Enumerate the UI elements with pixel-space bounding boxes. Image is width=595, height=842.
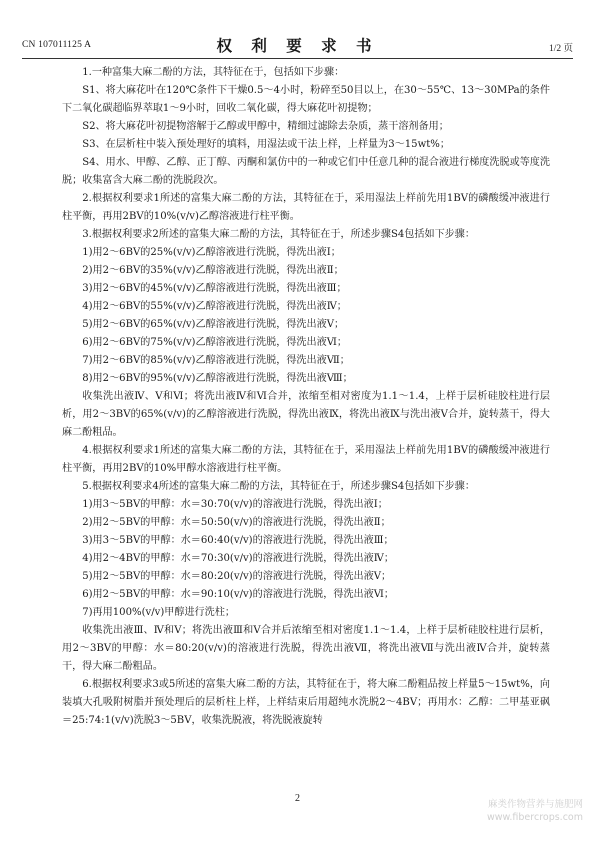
watermark-url: www.fibercrops.com bbox=[486, 812, 583, 823]
claim-step: 4)用2～4BV的甲醇：水＝70:30(v/v)的溶液进行洗脱，得洗出液Ⅳ； bbox=[82, 553, 394, 564]
claim-step: 2)用2～6BV的35%(v/v)乙醇溶液进行洗脱，得洗出液Ⅱ； bbox=[82, 265, 344, 276]
claim-paragraph: S3、在层析柱中装入预处理好的填料，用湿法或干法上样，上样量为3～15wt%； bbox=[82, 139, 450, 150]
claim-step: 1)用2～6BV的25%(v/v)乙醇溶液进行洗脱，得洗出液Ⅰ； bbox=[82, 247, 341, 258]
watermark-site-name: 麻类作物营养与施肥网 bbox=[487, 799, 583, 810]
claim-paragraph: 收集洗出液Ⅳ、Ⅴ和Ⅵ；将洗出液Ⅳ和Ⅵ合并，浓缩至相对密度为1.1～1.4，上样于层析硅胶柱进行层析，用2～3BV的65%(v/v)的乙醇溶液进行洗脱，得洗出液Ⅸ，将洗出液Ⅸ与洗出液Ⅴ合并，旋转蒸干，得大麻二酚粗品。 bbox=[62, 391, 550, 438]
claim-paragraph: 5.根据权利要求4所述的富集大麻二酚的方法，其特征在于，所述步骤S4包括如下步骤： bbox=[82, 481, 475, 492]
claim-step: 5)用2～6BV的65%(v/v)乙醇溶液进行洗脱，得洗出液Ⅴ； bbox=[82, 319, 345, 330]
claim-step: 7)用2～6BV的85%(v/v)乙醇溶液进行洗脱，得洗出液Ⅶ； bbox=[82, 355, 350, 366]
claim-paragraph: S1、将大麻花叶在120℃条件下干燥0.5～4小时，粉碎至50目以上，在30～55℃、13～30MPa的条件下二氧化碳超临界萃取1～9小时，回收二氧化碳，得大麻花叶初提物； bbox=[62, 85, 550, 114]
claim-paragraph: 1.一种富集大麻二酚的方法，其特征在于，包括如下步骤： bbox=[82, 67, 345, 78]
claim-step: 3)用3～5BV的甲醇：水＝60:40(v/v)的溶液进行洗脱，得洗出液Ⅲ； bbox=[82, 535, 394, 546]
claim-step: 3)用2～6BV的45%(v/v)乙醇溶液进行洗脱，得洗出液Ⅲ； bbox=[82, 283, 347, 294]
claim-paragraph: S2、将大麻花叶初提物溶解于乙醇或甲醇中，精细过滤除去杂质，蒸干溶剂备用； bbox=[82, 121, 449, 132]
claim-step: 1)用3～5BV的甲醇：水＝30:70(v/v)的溶液进行洗脱，得洗出液Ⅰ； bbox=[82, 499, 388, 510]
page-header bbox=[22, 34, 573, 56]
claim-step: 4)用2～6BV的55%(v/v)乙醇溶液进行洗脱，得洗出液Ⅳ； bbox=[82, 301, 347, 312]
claim-step: 5)用2～5BV的甲醇：水＝80:20(v/v)的溶液进行洗脱，得洗出液Ⅴ； bbox=[82, 571, 392, 582]
document-title: 权 利 要 求 书 bbox=[216, 36, 379, 55]
header-divider bbox=[22, 58, 573, 59]
page-number: 2 bbox=[295, 793, 300, 804]
claim-step: 7)再用100%(v/v)甲醇进行洗柱； bbox=[82, 607, 235, 618]
page-info: 1/2 页 bbox=[548, 44, 573, 54]
claim-paragraph: S4、用水、甲醇、乙醇、正丁醇、丙酮和氯仿中的一种或它们中任意几种的混合液进行梯度洗脱或等度洗脱；收集富含大麻二酚的洗脱段次。 bbox=[62, 157, 550, 186]
claims-body bbox=[62, 64, 550, 730]
claim-paragraph: 2.根据权利要求1所述的富集大麻二酚的方法，其特征在于，采用湿法上样前先用1BV的磷酸缓冲液进行柱平衡，再用2BV的10%(v/v)乙醇溶液进行柱平衡。 bbox=[62, 193, 550, 222]
claim-step: 6)用2～5BV的甲醇：水＝90:10(v/v)的溶液进行洗脱，得洗出液Ⅵ； bbox=[82, 589, 394, 600]
claim-step: 2)用2～5BV的甲醇：水＝50:50(v/v)的溶液进行洗脱，得洗出液Ⅱ； bbox=[82, 517, 391, 528]
claim-paragraph: 3.根据权利要求2所述的富集大麻二酚的方法，其特征在于，所述步骤S4包括如下步骤： bbox=[82, 229, 475, 240]
claim-paragraph: 收集洗出液Ⅲ、Ⅳ和Ⅴ；将洗出液Ⅲ和Ⅴ合并后浓缩至相对密度1.1～1.4，上样于层析硅胶柱进行层析，用2～3BV的甲醇：水＝80:20(v/v)的溶液进行洗脱，得洗出液Ⅶ，将洗出液Ⅶ与洗出液Ⅳ合并，旋转蒸干，得大麻二酚粗品。 bbox=[62, 625, 550, 672]
patent-number: CN 107011125 A bbox=[22, 40, 92, 50]
claim-paragraph: 6.根据权利要求3或5所述的富集大麻二酚的方法，其特征在于，将大麻二酚粗品按上样量5～15wt%，向装填大孔吸附树脂并预处理后的层析柱上样，上样结束后用超纯水洗脱2～4BV；再用水：乙醇：二甲基亚砜＝25:74:1(v/v)洗脱3～5BV，收集洗脱液，将洗脱液旋转 bbox=[62, 679, 550, 726]
claim-step: 8)用2～6BV的95%(v/v)乙醇溶液进行洗脱，得洗出液Ⅷ； bbox=[82, 373, 353, 384]
watermark bbox=[487, 798, 583, 824]
claim-step: 6)用2～6BV的75%(v/v)乙醇溶液进行洗脱，得洗出液Ⅵ； bbox=[82, 337, 347, 348]
claim-paragraph: 4.根据权利要求1所述的富集大麻二酚的方法，其特征在于，采用湿法上样前先用1BV的磷酸缓冲液进行柱平衡，再用2BV的10%甲醇水溶液进行柱平衡。 bbox=[62, 445, 550, 474]
